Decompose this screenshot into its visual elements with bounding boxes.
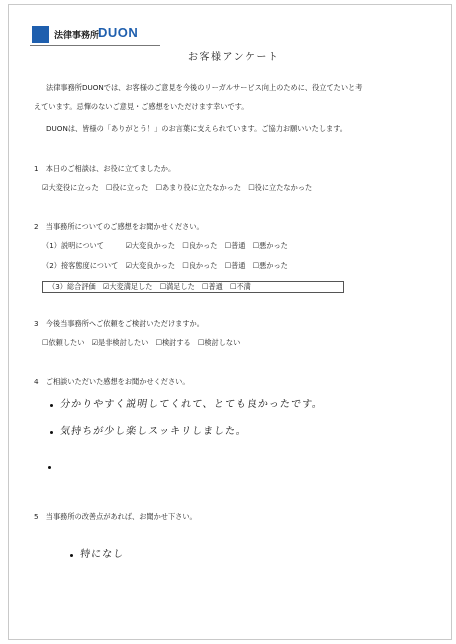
logo-mark-icon — [32, 26, 49, 43]
q4-answer-2: 気持ちが少し楽しスッキリしました。 — [59, 426, 248, 437]
q5-answer-1: 特になし — [79, 549, 125, 560]
q3-question: 3 今後当事務所へご依頼をご検討いただけますか。 — [34, 319, 204, 328]
q1-options: ☑大変役に立った ☐役に立った ☐あまり役に立たなかった ☐役に立たなかった — [42, 183, 313, 192]
bullet-dot — [70, 554, 73, 557]
page-title: お客様アンケート — [188, 52, 280, 63]
q4-question: 4 ご相談いただいた感想をお聞かせください。 — [34, 377, 190, 386]
q2-row-attitude: （2）接客態度について ☑大変良かった ☐良かった ☐普通 ☐悪かった — [42, 261, 288, 270]
q3-options: ☐依頼したい ☑是非検討したい ☐検討する ☐検討しない — [42, 338, 241, 347]
q5-question: 5 当事務所の改善点があれば、お聞かせ下さい。 — [34, 512, 197, 521]
bullet-dot — [50, 431, 53, 434]
q2-row-overall: （3）総合評価 ☑大変満足した ☐満足した ☐普通 ☐不満 — [48, 282, 251, 291]
q2-question: 2 当事務所についてのご感想をお聞かせください。 — [34, 222, 204, 231]
logo-divider — [30, 45, 160, 46]
bullet-dot — [50, 404, 53, 407]
intro-line-3: DUONは、皆様の「ありがとう！」のお言葉に支えられています。ご協力お願いいたします。 — [46, 124, 347, 133]
intro-line-2: えています。忌憚のないご意見・ご感想をいただけます幸いです。 — [34, 102, 249, 111]
q2-row-explanation: （1）説明について ☑大変良かった ☐良かった ☐普通 ☐悪かった — [42, 241, 288, 250]
intro-line-1: 法律事務所DUONでは、お客様のご意見を今後のリーガルサービス向上のために、役立てたいと考 — [46, 83, 363, 92]
q4-answer-1: 分かりやすく説明してくれて、とても良かったです。 — [59, 399, 324, 410]
logo-brand: DUON — [98, 25, 139, 40]
logo-firm-text: 法律事務所 — [54, 31, 100, 41]
bullet-dot — [48, 466, 51, 469]
q1-question: 1 本日のご相談は、お役に立てましたか。 — [34, 164, 176, 173]
